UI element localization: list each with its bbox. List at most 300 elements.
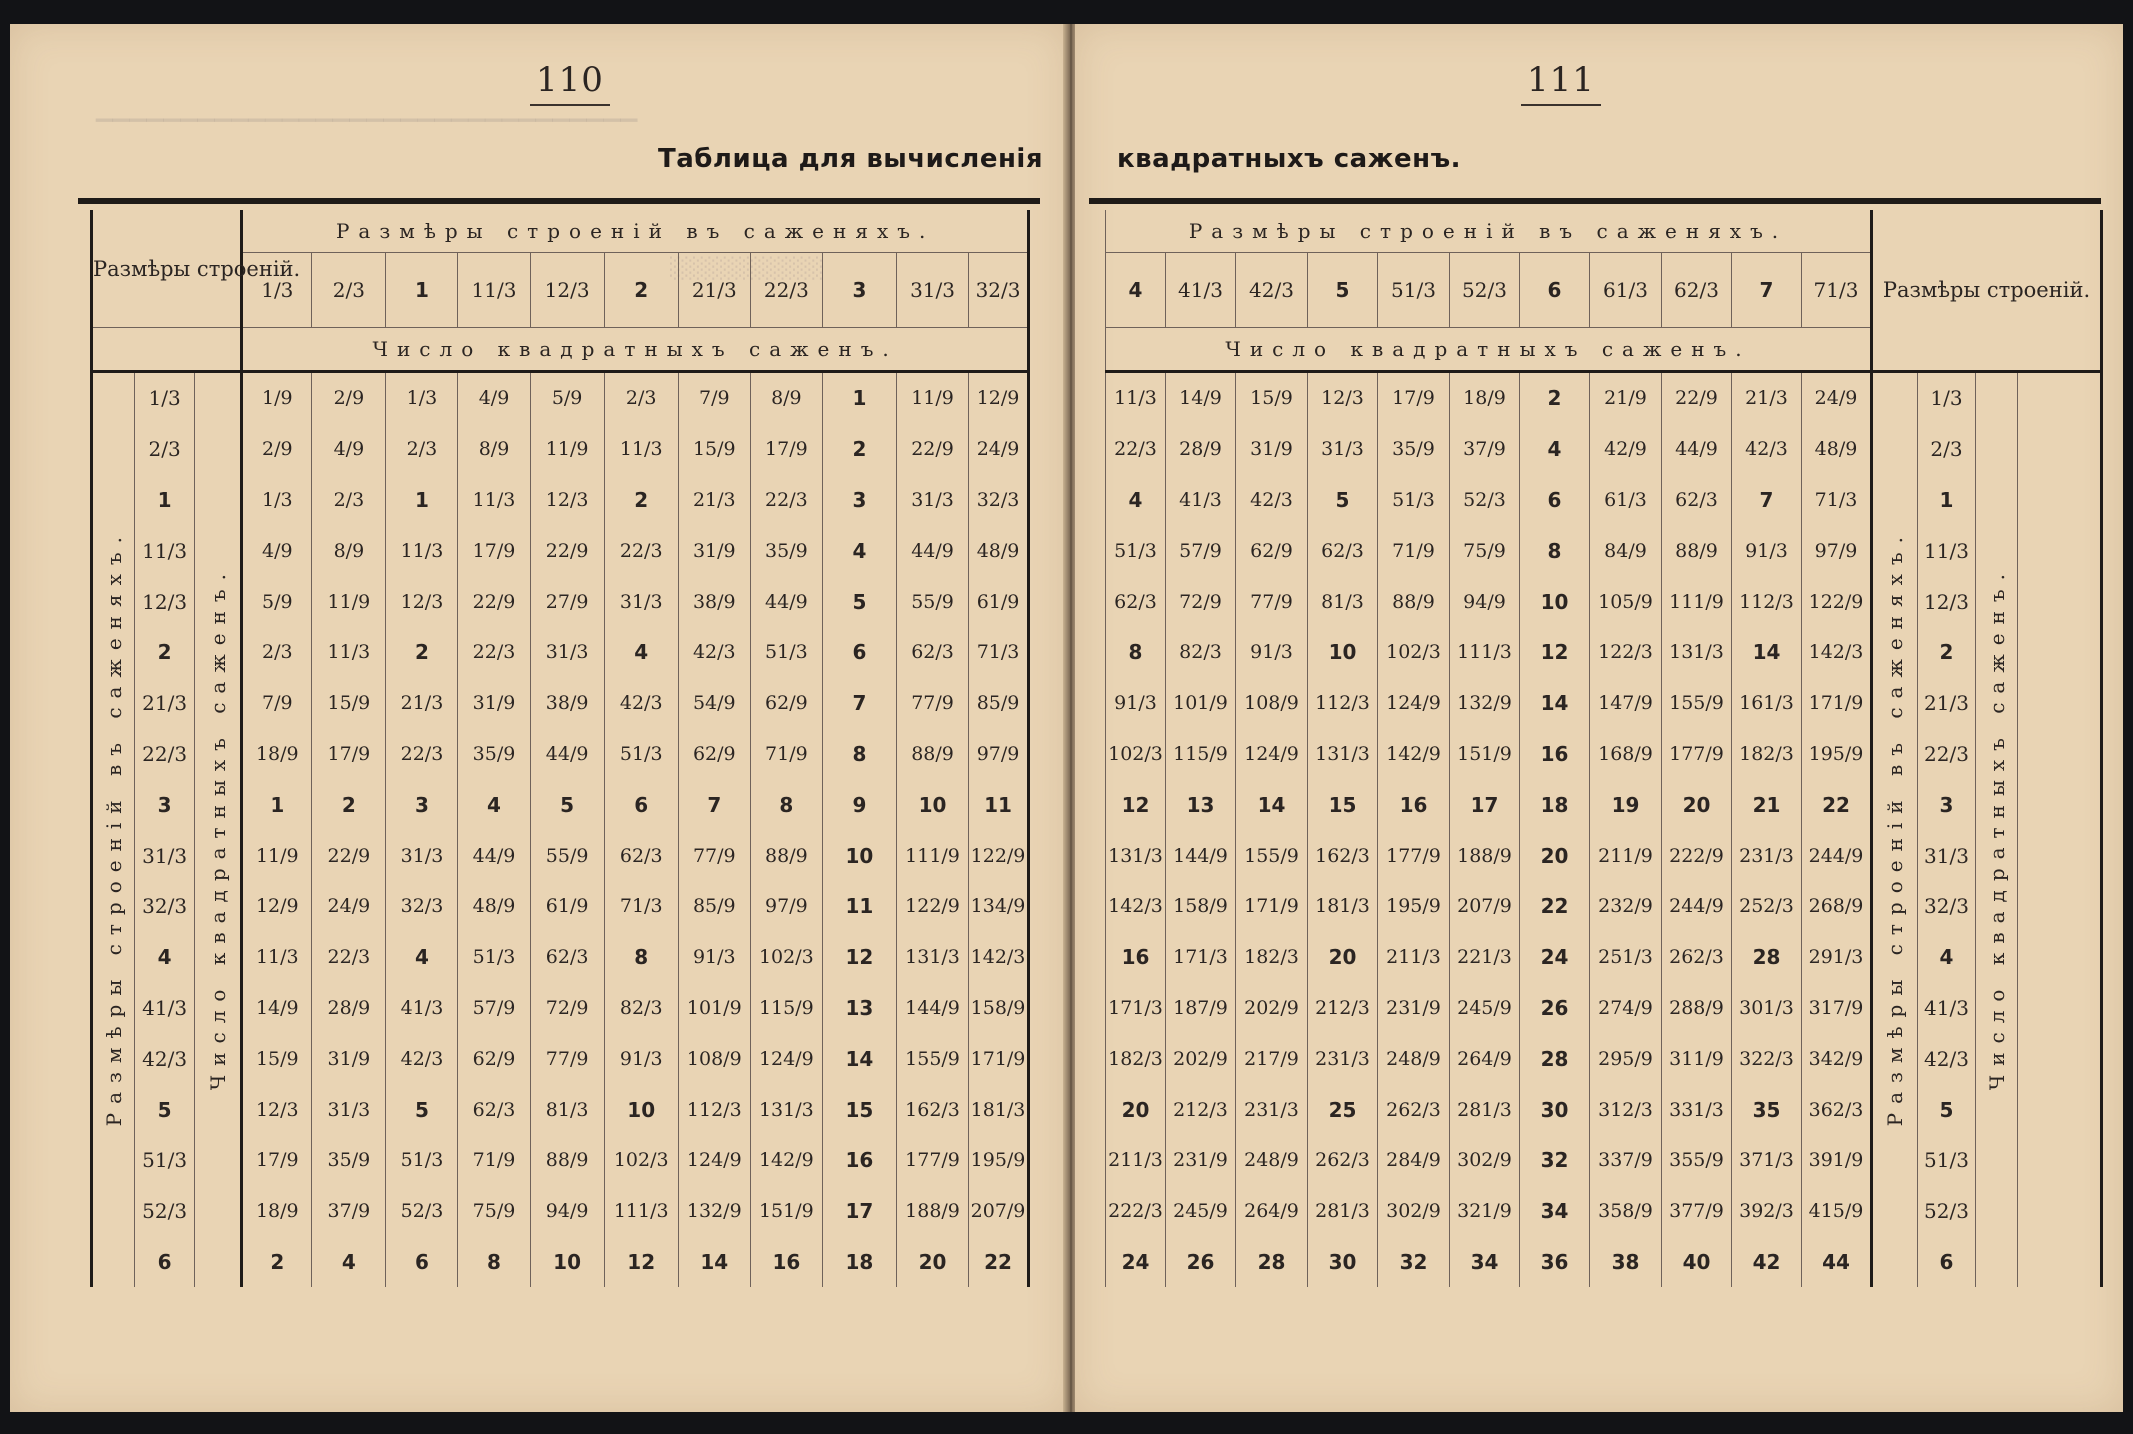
table-cell: 131/3: [750, 1084, 822, 1135]
table-cell: 16: [750, 1237, 822, 1288]
table-cell: 262/3: [1378, 1084, 1450, 1135]
table-cell: 187/9: [1166, 983, 1236, 1034]
table-cell: 14: [822, 1033, 896, 1084]
table-cell: 4/9: [242, 525, 312, 576]
table-cell: 62/9: [750, 678, 822, 729]
column-size-header: 3: [822, 253, 896, 328]
table-cell: 7: [822, 678, 896, 729]
table-cell: 4: [386, 932, 458, 983]
table-cell: 5/9: [530, 372, 604, 424]
table-cell: 41/3: [386, 983, 458, 1034]
table-cell: 195/9: [969, 1135, 1029, 1186]
table-row: [1106, 830, 2102, 881]
table-cell: 12: [822, 932, 896, 983]
table-cell: 102/3: [750, 932, 822, 983]
table-cell: 16: [1106, 932, 1166, 983]
table-cell: 42/3: [1732, 424, 1802, 475]
table-cell: 268/9: [1802, 881, 1872, 932]
table-cell: 221/3: [1450, 932, 1520, 983]
table-cell: 7: [1732, 475, 1802, 526]
table-cell: 48/9: [1802, 424, 1872, 475]
table-cell: 17: [822, 1186, 896, 1237]
table-cell: 32/3: [386, 881, 458, 932]
table-row: [1106, 1186, 2102, 1237]
table-cell: 171/3: [1166, 932, 1236, 983]
table-cell: 88/9: [750, 830, 822, 881]
row-size-label: 3: [135, 779, 195, 830]
table-cell: 355/9: [1662, 1135, 1732, 1186]
column-size-header: 11/3: [458, 253, 530, 328]
table-cell: 291/3: [1802, 932, 1872, 983]
table-cell: 20: [897, 1237, 969, 1288]
column-size-header: 6: [1520, 253, 1590, 328]
table-cell: 8: [604, 932, 678, 983]
row-size-label: 12/3: [135, 576, 195, 627]
top-rule: [78, 198, 1040, 204]
table-cell: 77/9: [1236, 576, 1308, 627]
table-cell: 6: [386, 1237, 458, 1288]
table-cell: 35/9: [312, 1135, 386, 1186]
table-cell: 42/3: [1236, 475, 1308, 526]
table-cell: 62/3: [458, 1084, 530, 1135]
table-cell: 72/9: [1166, 576, 1236, 627]
table-cell: 101/9: [678, 983, 750, 1034]
table-cell: 41/3: [1166, 475, 1236, 526]
row-size-label: 22/3: [1918, 729, 1976, 780]
table-cell: 88/9: [530, 1135, 604, 1186]
table-cell: 111/3: [1450, 627, 1520, 678]
table-row: [1106, 424, 2102, 475]
table-cell: 182/3: [1732, 729, 1802, 780]
table-cell: 44/9: [530, 729, 604, 780]
table-cell: 31/3: [386, 830, 458, 881]
table-cell: 158/9: [1166, 881, 1236, 932]
table-cell: 24/9: [1802, 372, 1872, 424]
table-cell: 162/3: [1308, 830, 1378, 881]
table-cell: 18/9: [1450, 372, 1520, 424]
table-cell: 2: [242, 1237, 312, 1288]
table-cell: 102/3: [1106, 729, 1166, 780]
table-cell: 131/3: [1308, 729, 1378, 780]
table-cell: 82/3: [1166, 627, 1236, 678]
table-cell: 232/9: [1590, 881, 1662, 932]
table-cell: 11/9: [897, 372, 969, 424]
page-title: Таблица для вычисленія: [658, 144, 1044, 174]
table-cell: 37/9: [312, 1186, 386, 1237]
table-cell: 42: [1732, 1237, 1802, 1288]
table-cell: 35/9: [1378, 424, 1450, 475]
table-cell: 26: [1166, 1237, 1236, 1288]
row-size-label: 1/3: [1918, 372, 1976, 424]
table-cell: 8: [1520, 525, 1590, 576]
table-cell: 15/9: [1236, 372, 1308, 424]
table-cell: 21/3: [1732, 372, 1802, 424]
table-cell: 10: [822, 830, 896, 881]
table-cell: 32: [1378, 1237, 1450, 1288]
table-cell: 14: [1520, 678, 1590, 729]
stamp-mark: ░░░░░░░░░░: [670, 256, 824, 280]
count-header: Число квадратныхъ саженъ.: [1106, 328, 1872, 372]
table-cell: 91/3: [604, 1033, 678, 1084]
table-cell: 4/9: [312, 424, 386, 475]
table-cell: 112/3: [678, 1084, 750, 1135]
table-cell: 231/9: [1166, 1135, 1236, 1186]
side-label-sizes: [92, 372, 135, 1288]
table-cell: 62/3: [530, 932, 604, 983]
table-cell: 155/9: [1662, 678, 1732, 729]
margin-cell: [2018, 372, 2102, 1288]
vertical-label-text: Число квадратныхъ саженъ.: [205, 565, 230, 1091]
table-cell: 18/9: [242, 729, 312, 780]
sizes-header: Размѣры строеній въ саженяхъ.: [242, 210, 1029, 253]
table-cell: 10: [530, 1237, 604, 1288]
table-cell: 48/9: [458, 881, 530, 932]
table-cell: 142/3: [1802, 627, 1872, 678]
table-cell: 2/3: [604, 372, 678, 424]
column-size-header: 42/3: [1236, 253, 1308, 328]
vertical-label-text: Число квадратныхъ саженъ.: [1984, 565, 2009, 1091]
table-cell: 20: [1662, 779, 1732, 830]
table-cell: 62/3: [1106, 576, 1166, 627]
table-cell: 162/3: [897, 1084, 969, 1135]
table-cell: 302/9: [1378, 1186, 1450, 1237]
table-cell: 16: [822, 1135, 896, 1186]
column-size-header: 52/3: [1450, 253, 1520, 328]
table-cell: 134/9: [969, 881, 1029, 932]
table-cell: 97/9: [1802, 525, 1872, 576]
table-cell: 21/3: [678, 475, 750, 526]
table-cell: 42/3: [678, 627, 750, 678]
table-cell: 37/9: [1450, 424, 1520, 475]
column-size-header: 22/3: [750, 253, 822, 328]
table-cell: 1/3: [242, 475, 312, 526]
table-cell: 14/9: [1166, 372, 1236, 424]
table-cell: 62/9: [678, 729, 750, 780]
table-cell: 22/3: [750, 475, 822, 526]
table-cell: 22/9: [897, 424, 969, 475]
table-cell: 182/3: [1236, 932, 1308, 983]
table-cell: 88/9: [1662, 525, 1732, 576]
table-cell: 112/3: [1308, 678, 1378, 729]
table-cell: 11/9: [312, 576, 386, 627]
table-cell: 22/9: [312, 830, 386, 881]
table-cell: 31/3: [1308, 424, 1378, 475]
table-cell: 17/9: [750, 424, 822, 475]
table-cell: 248/9: [1236, 1135, 1308, 1186]
table-cell: 52/3: [1450, 475, 1520, 526]
table-cell: 377/9: [1662, 1186, 1732, 1237]
table-cell: 168/9: [1590, 729, 1662, 780]
table-cell: 322/3: [1732, 1033, 1802, 1084]
table-cell: 212/3: [1308, 983, 1378, 1034]
table-row: [1106, 729, 2102, 780]
table-cell: 2/9: [242, 424, 312, 475]
table-cell: 22: [1520, 881, 1590, 932]
table-cell: 231/3: [1732, 830, 1802, 881]
table-cell: 62/3: [1662, 475, 1732, 526]
table-cell: 18/9: [242, 1186, 312, 1237]
table-cell: 1/3: [386, 372, 458, 424]
table-cell: 24: [1106, 1237, 1166, 1288]
table-cell: 195/9: [1378, 881, 1450, 932]
table-cell: 12/9: [242, 881, 312, 932]
table-cell: 22: [969, 1237, 1029, 1288]
table-cell: 6: [822, 627, 896, 678]
table-cell: 22/9: [458, 576, 530, 627]
table-cell: 211/3: [1106, 1135, 1166, 1186]
table-cell: 10: [897, 779, 969, 830]
table-cell: 71/3: [1802, 475, 1872, 526]
table-cell: 124/9: [678, 1135, 750, 1186]
table-cell: 71/3: [969, 627, 1029, 678]
table-cell: 21/3: [386, 678, 458, 729]
table-cell: 84/9: [1590, 525, 1662, 576]
table-cell: 264/9: [1236, 1186, 1308, 1237]
table-cell: 11/3: [242, 932, 312, 983]
table-cell: 17/9: [458, 525, 530, 576]
table-cell: 115/9: [750, 983, 822, 1034]
table-row: [1106, 1033, 2102, 1084]
table-cell: 108/9: [1236, 678, 1308, 729]
row-size-label: 5: [135, 1084, 195, 1135]
table-cell: 301/3: [1732, 983, 1802, 1034]
table-cell: 51/3: [604, 729, 678, 780]
table-cell: 102/3: [1378, 627, 1450, 678]
table-cell: 111/3: [604, 1186, 678, 1237]
table-cell: 342/9: [1802, 1033, 1872, 1084]
table-cell: 337/9: [1590, 1135, 1662, 1186]
row-size-label: 2: [135, 627, 195, 678]
table-cell: 20: [1308, 932, 1378, 983]
table-cell: 101/9: [1166, 678, 1236, 729]
table-cell: 38/9: [530, 678, 604, 729]
table-cell: 38: [1590, 1237, 1662, 1288]
table-cell: 188/9: [897, 1186, 969, 1237]
row-size-label: 6: [1918, 1237, 1976, 1288]
table-cell: 85/9: [678, 881, 750, 932]
table-cell: 34: [1450, 1237, 1520, 1288]
table-cell: 5: [386, 1084, 458, 1135]
table-cell: 31/9: [1236, 424, 1308, 475]
table-cell: 61/3: [1590, 475, 1662, 526]
table-cell: 12: [604, 1237, 678, 1288]
row-size-label: 3: [1918, 779, 1976, 830]
table-cell: 4: [822, 525, 896, 576]
column-size-header: 4: [1106, 253, 1166, 328]
table-cell: 207/9: [969, 1186, 1029, 1237]
row-size-label: 41/3: [1918, 983, 1976, 1034]
table-cell: 3: [386, 779, 458, 830]
table-cell: 57/9: [458, 983, 530, 1034]
table-cell: 122/9: [897, 881, 969, 932]
side-label-count: [194, 372, 241, 1288]
table-cell: 91/3: [1236, 627, 1308, 678]
table-cell: 151/9: [1450, 729, 1520, 780]
table-cell: 11/3: [458, 475, 530, 526]
table-cell: 28: [1236, 1237, 1308, 1288]
table-cell: 5: [530, 779, 604, 830]
table-cell: 11: [822, 881, 896, 932]
table-cell: 161/3: [1732, 678, 1802, 729]
table-cell: 211/3: [1378, 932, 1450, 983]
table-cell: 40: [1662, 1237, 1732, 1288]
table-cell: 262/3: [1308, 1135, 1378, 1186]
table-cell: 171/9: [1802, 678, 1872, 729]
table-cell: 55/9: [897, 576, 969, 627]
table-cell: 44/9: [458, 830, 530, 881]
column-size-header: 41/3: [1166, 253, 1236, 328]
table-cell: 4/9: [458, 372, 530, 424]
table-cell: 171/3: [1106, 983, 1166, 1034]
table-cell: 57/9: [1166, 525, 1236, 576]
table-cell: 42/3: [386, 1033, 458, 1084]
table-cell: 102/3: [604, 1135, 678, 1186]
table-cell: 274/9: [1590, 983, 1662, 1034]
table-cell: 252/3: [1732, 881, 1802, 932]
table-cell: 54/9: [678, 678, 750, 729]
row-size-label: 1/3: [135, 372, 195, 424]
table-cell: 222/9: [1662, 830, 1732, 881]
table-row: [1106, 525, 2102, 576]
row-size-label: 1: [1918, 475, 1976, 526]
table-cell: 22/3: [1106, 424, 1166, 475]
table-cell: 51/3: [1378, 475, 1450, 526]
table-cell: 11/9: [530, 424, 604, 475]
table-cell: 17/9: [1378, 372, 1450, 424]
table-cell: 264/9: [1450, 1033, 1520, 1084]
table-cell: 97/9: [750, 881, 822, 932]
table-cell: 31/3: [897, 475, 969, 526]
table-cell: 4: [604, 627, 678, 678]
table-cell: 14: [1732, 627, 1802, 678]
table-cell: 17/9: [242, 1135, 312, 1186]
table-cell: 94/9: [530, 1186, 604, 1237]
table-cell: 12/3: [1308, 372, 1378, 424]
table-cell: 51/3: [750, 627, 822, 678]
table-cell: 245/9: [1166, 1186, 1236, 1237]
table-cell: 7/9: [678, 372, 750, 424]
table-cell: 31/3: [530, 627, 604, 678]
table-cell: 14: [1236, 779, 1308, 830]
table-cell: 131/3: [1662, 627, 1732, 678]
table-cell: 1/9: [242, 372, 312, 424]
table-cell: 81/3: [530, 1084, 604, 1135]
table-cell: 132/9: [678, 1186, 750, 1237]
table-cell: 85/9: [969, 678, 1029, 729]
table-cell: 72/9: [530, 983, 604, 1034]
right-page: [1075, 24, 2123, 1412]
table-cell: 207/9: [1450, 881, 1520, 932]
table-cell: 8: [1106, 627, 1166, 678]
table-cell: 22/9: [1662, 372, 1732, 424]
table-cell: 131/3: [1106, 830, 1166, 881]
table-cell: 25: [1308, 1084, 1378, 1135]
table-cell: 22/3: [604, 525, 678, 576]
table-cell: 91/3: [1732, 525, 1802, 576]
table-cell: 12: [1106, 779, 1166, 830]
table-cell: 147/9: [1590, 678, 1662, 729]
table-cell: 222/3: [1106, 1186, 1166, 1237]
table-cell: 13: [822, 983, 896, 1034]
table-cell: 15/9: [678, 424, 750, 475]
table-row: [1106, 372, 2102, 424]
row-size-label: 51/3: [1918, 1135, 1976, 1186]
table-row: [1106, 932, 2102, 983]
table-row: [92, 372, 1029, 424]
row-size-label: 11/3: [135, 525, 195, 576]
column-size-header: 1: [386, 253, 458, 328]
table-cell: 6: [604, 779, 678, 830]
table-cell: 11/3: [312, 627, 386, 678]
table-cell: 177/9: [1378, 830, 1450, 881]
table-cell: 30: [1520, 1084, 1590, 1135]
table-cell: 144/9: [897, 983, 969, 1034]
table-row: [1106, 779, 2102, 830]
table-cell: 8: [822, 729, 896, 780]
table-row: [1106, 1237, 2102, 1288]
table-cell: 231/3: [1308, 1033, 1378, 1084]
table-cell: 21/9: [1590, 372, 1662, 424]
table-cell: 3: [822, 475, 896, 526]
column-size-header: 2/3: [312, 253, 386, 328]
table-cell: 11/3: [604, 424, 678, 475]
table-cell: 111/9: [897, 830, 969, 881]
table-cell: 42/9: [1590, 424, 1662, 475]
table-cell: 111/9: [1662, 576, 1732, 627]
table-cell: 211/9: [1590, 830, 1662, 881]
table-cell: 144/9: [1166, 830, 1236, 881]
table-cell: 71/9: [750, 729, 822, 780]
table-cell: 181/3: [969, 1084, 1029, 1135]
table-cell: 35: [1732, 1084, 1802, 1135]
table-cell: 1: [822, 372, 896, 424]
table-cell: 38/9: [678, 576, 750, 627]
table-cell: 142/9: [1378, 729, 1450, 780]
row-size-label: 5: [1918, 1084, 1976, 1135]
table-cell: 15: [822, 1084, 896, 1135]
row-size-label: 2/3: [135, 424, 195, 475]
table-cell: 12/9: [969, 372, 1029, 424]
table-cell: 248/9: [1378, 1033, 1450, 1084]
table-cell: 142/9: [750, 1135, 822, 1186]
table-cell: 31/3: [604, 576, 678, 627]
table-cell: 28/9: [1166, 424, 1236, 475]
table-cell: 131/3: [897, 932, 969, 983]
table-cell: 2: [386, 627, 458, 678]
table-cell: 14/9: [242, 983, 312, 1034]
table-cell: 2: [822, 424, 896, 475]
table-cell: 124/9: [750, 1033, 822, 1084]
table-cell: 182/3: [1106, 1033, 1166, 1084]
table-cell: 42/3: [604, 678, 678, 729]
table-cell: 17: [1450, 779, 1520, 830]
table-cell: 19: [1590, 779, 1662, 830]
table-cell: 27/9: [530, 576, 604, 627]
table-cell: 251/3: [1590, 932, 1662, 983]
table-cell: 20: [1520, 830, 1590, 881]
table-row: [1106, 1084, 2102, 1135]
column-size-header: 31/3: [897, 253, 969, 328]
table-row: [1106, 576, 2102, 627]
table-row: [1106, 881, 2102, 932]
table-cell: 244/9: [1662, 881, 1732, 932]
table-row: [1106, 678, 2102, 729]
table-cell: 244/9: [1802, 830, 1872, 881]
column-size-header: 5: [1308, 253, 1378, 328]
row-size-label: 52/3: [135, 1186, 195, 1237]
table-cell: 12/3: [242, 1084, 312, 1135]
table-cell: 13: [1166, 779, 1236, 830]
